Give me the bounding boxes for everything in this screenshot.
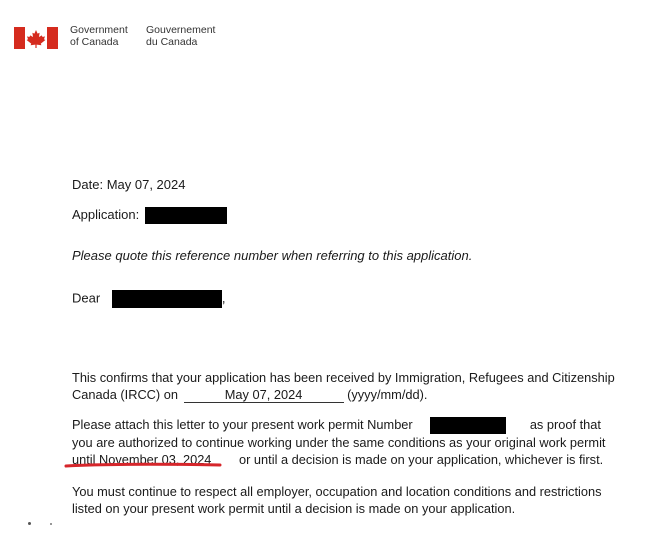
salutation-line (72, 290, 225, 308)
application-label: Application: (72, 207, 140, 222)
red-underline-annotation (64, 461, 222, 469)
para1-line2 (72, 386, 615, 403)
application-line (72, 207, 227, 224)
date-label: Date: (72, 177, 104, 192)
para2-line2: you are authorized to continue working under the same conditions as your original work permit (72, 435, 606, 451)
para3-line1: You must continue to respect all employer, occupation and location conditions and restrictions (72, 484, 602, 499)
canada-flag-icon (14, 27, 58, 49)
redacted-application-number (145, 207, 227, 224)
salutation-comma: , (221, 290, 226, 306)
dear-label: Dear (72, 290, 101, 306)
para1-line2-end: (yyyy/mm/dd). (347, 387, 428, 402)
para2-line3-end: or until a decision is made on your application, whichever is first. (239, 452, 604, 468)
paragraph-conditions (72, 483, 602, 517)
date-value: May 07, 2024 (106, 177, 186, 192)
reference-note: Please quote this reference number when referring to this application. (72, 248, 473, 263)
date-line (72, 177, 185, 193)
scan-speck (28, 522, 31, 525)
scan-speck (50, 523, 52, 525)
para1-line2-start: Canada (IRCC) on (72, 387, 178, 402)
para2-line1-end: as proof that (529, 417, 601, 432)
para2-line1-start: Please attach this letter to your present work permit Number (72, 417, 413, 432)
para2-line1 (72, 416, 606, 434)
redacted-applicant-name (112, 290, 222, 308)
gouvernement-du-canada-wordmark: Gouvernement du Canada (146, 24, 216, 48)
government-of-canada-wordmark: Government of Canada (70, 24, 128, 48)
para1-line1: This confirms that your application has been received by Immigration, Refugees and Citizenship (72, 370, 615, 385)
permit-valid-until: until November 03, 2024 (72, 452, 212, 468)
received-date-field: May 07, 2024 (184, 387, 344, 403)
paragraph-received (72, 369, 615, 403)
redacted-permit-number (430, 417, 506, 434)
para3-line2: listed on your present work permit until a decision is made on your application. (72, 501, 516, 516)
